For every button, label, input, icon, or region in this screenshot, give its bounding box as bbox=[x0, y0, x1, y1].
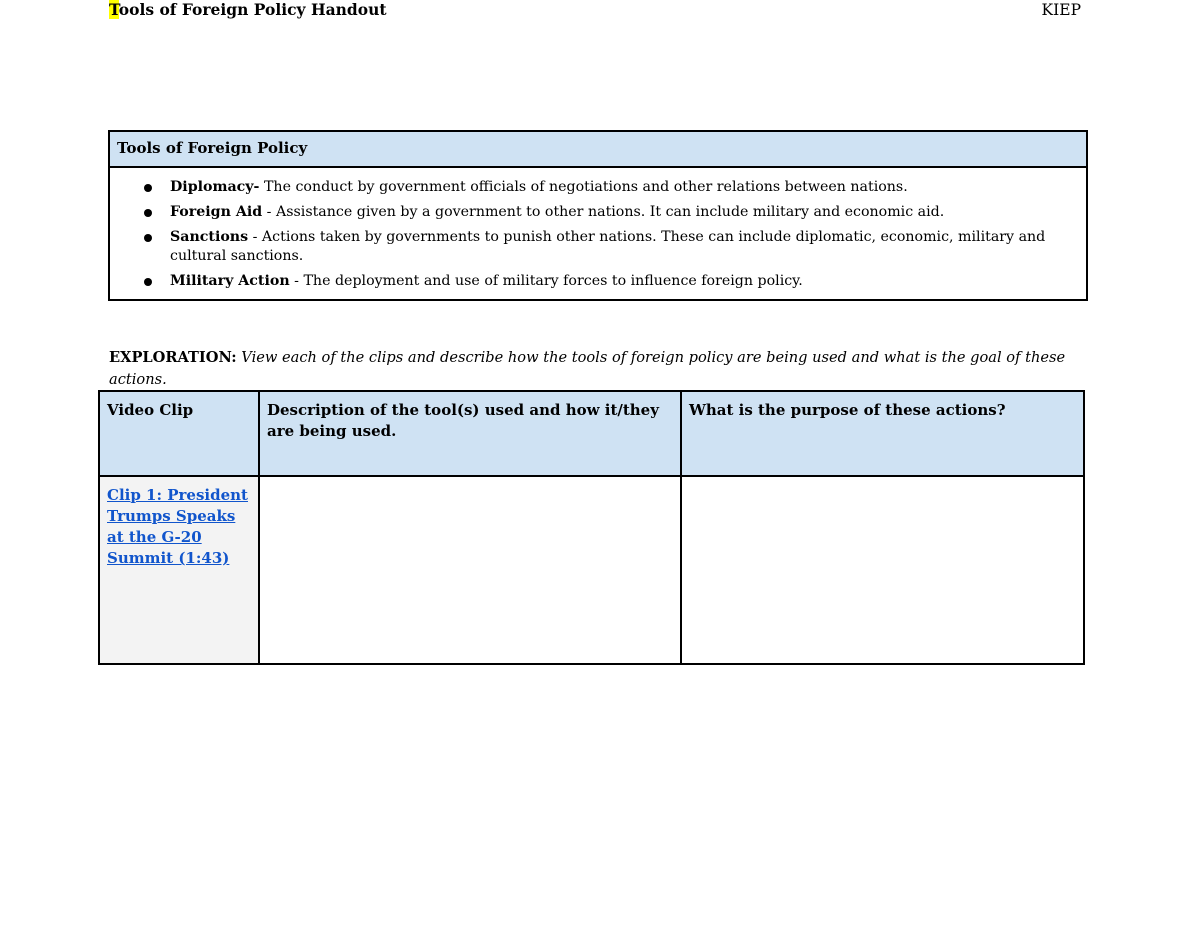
document-code: KIEP bbox=[1041, 1, 1081, 19]
title-text: ools of Foreign Policy Handout bbox=[118, 0, 387, 19]
definition-text: - The deployment and use of military forces to influence foreign policy. bbox=[289, 273, 803, 289]
definition-text: The conduct by government officials of negotiations and other relations between nations. bbox=[259, 179, 908, 195]
clip-cell bbox=[99, 476, 259, 664]
document-title bbox=[109, 0, 387, 20]
definition-item-foreign-aid bbox=[170, 203, 1066, 222]
definition-item-military-action bbox=[170, 272, 1066, 291]
table-row bbox=[99, 476, 1084, 664]
exploration-text: View each of the clips and describe how the tools of foreign policy are being used and what is the goal of these actions. bbox=[109, 349, 1066, 388]
definition-item-sanctions bbox=[170, 228, 1066, 266]
definition-term: Sanctions bbox=[170, 229, 249, 245]
definition-item-diplomacy bbox=[170, 178, 1066, 197]
clip-1-link[interactable]: Clip 1: President Trumps Speaks at the G-20 Summit (1:43) bbox=[107, 486, 248, 567]
definition-term: Military Action bbox=[170, 273, 290, 289]
clips-table bbox=[98, 390, 1085, 665]
definition-term: Diplomacy- bbox=[170, 179, 260, 195]
definitions-list bbox=[110, 168, 1086, 291]
definitions-box bbox=[108, 130, 1088, 301]
definition-text: - Actions taken by governments to punish other nations. These can include diplomatic, economic, military and cultural sanctions. bbox=[170, 229, 1046, 264]
column-header-video-clip: Video Clip bbox=[99, 391, 259, 476]
purpose-answer-cell[interactable] bbox=[681, 476, 1084, 664]
definition-text: - Assistance given by a government to other nations. It can include military and economic aid. bbox=[262, 204, 945, 220]
description-answer-cell[interactable] bbox=[259, 476, 681, 664]
column-header-purpose: What is the purpose of these actions? bbox=[681, 391, 1084, 476]
exploration-label: EXPLORATION: bbox=[109, 349, 237, 366]
exploration-instructions bbox=[109, 347, 1084, 391]
table-header-row bbox=[99, 391, 1084, 476]
document-header bbox=[109, 0, 1081, 22]
highlighted-letter: T bbox=[109, 0, 119, 19]
column-header-description: Description of the tool(s) used and how it/they are being used. bbox=[259, 391, 681, 476]
definition-term: Foreign Aid bbox=[170, 204, 263, 220]
definitions-heading: Tools of Foreign Policy bbox=[110, 132, 1086, 168]
